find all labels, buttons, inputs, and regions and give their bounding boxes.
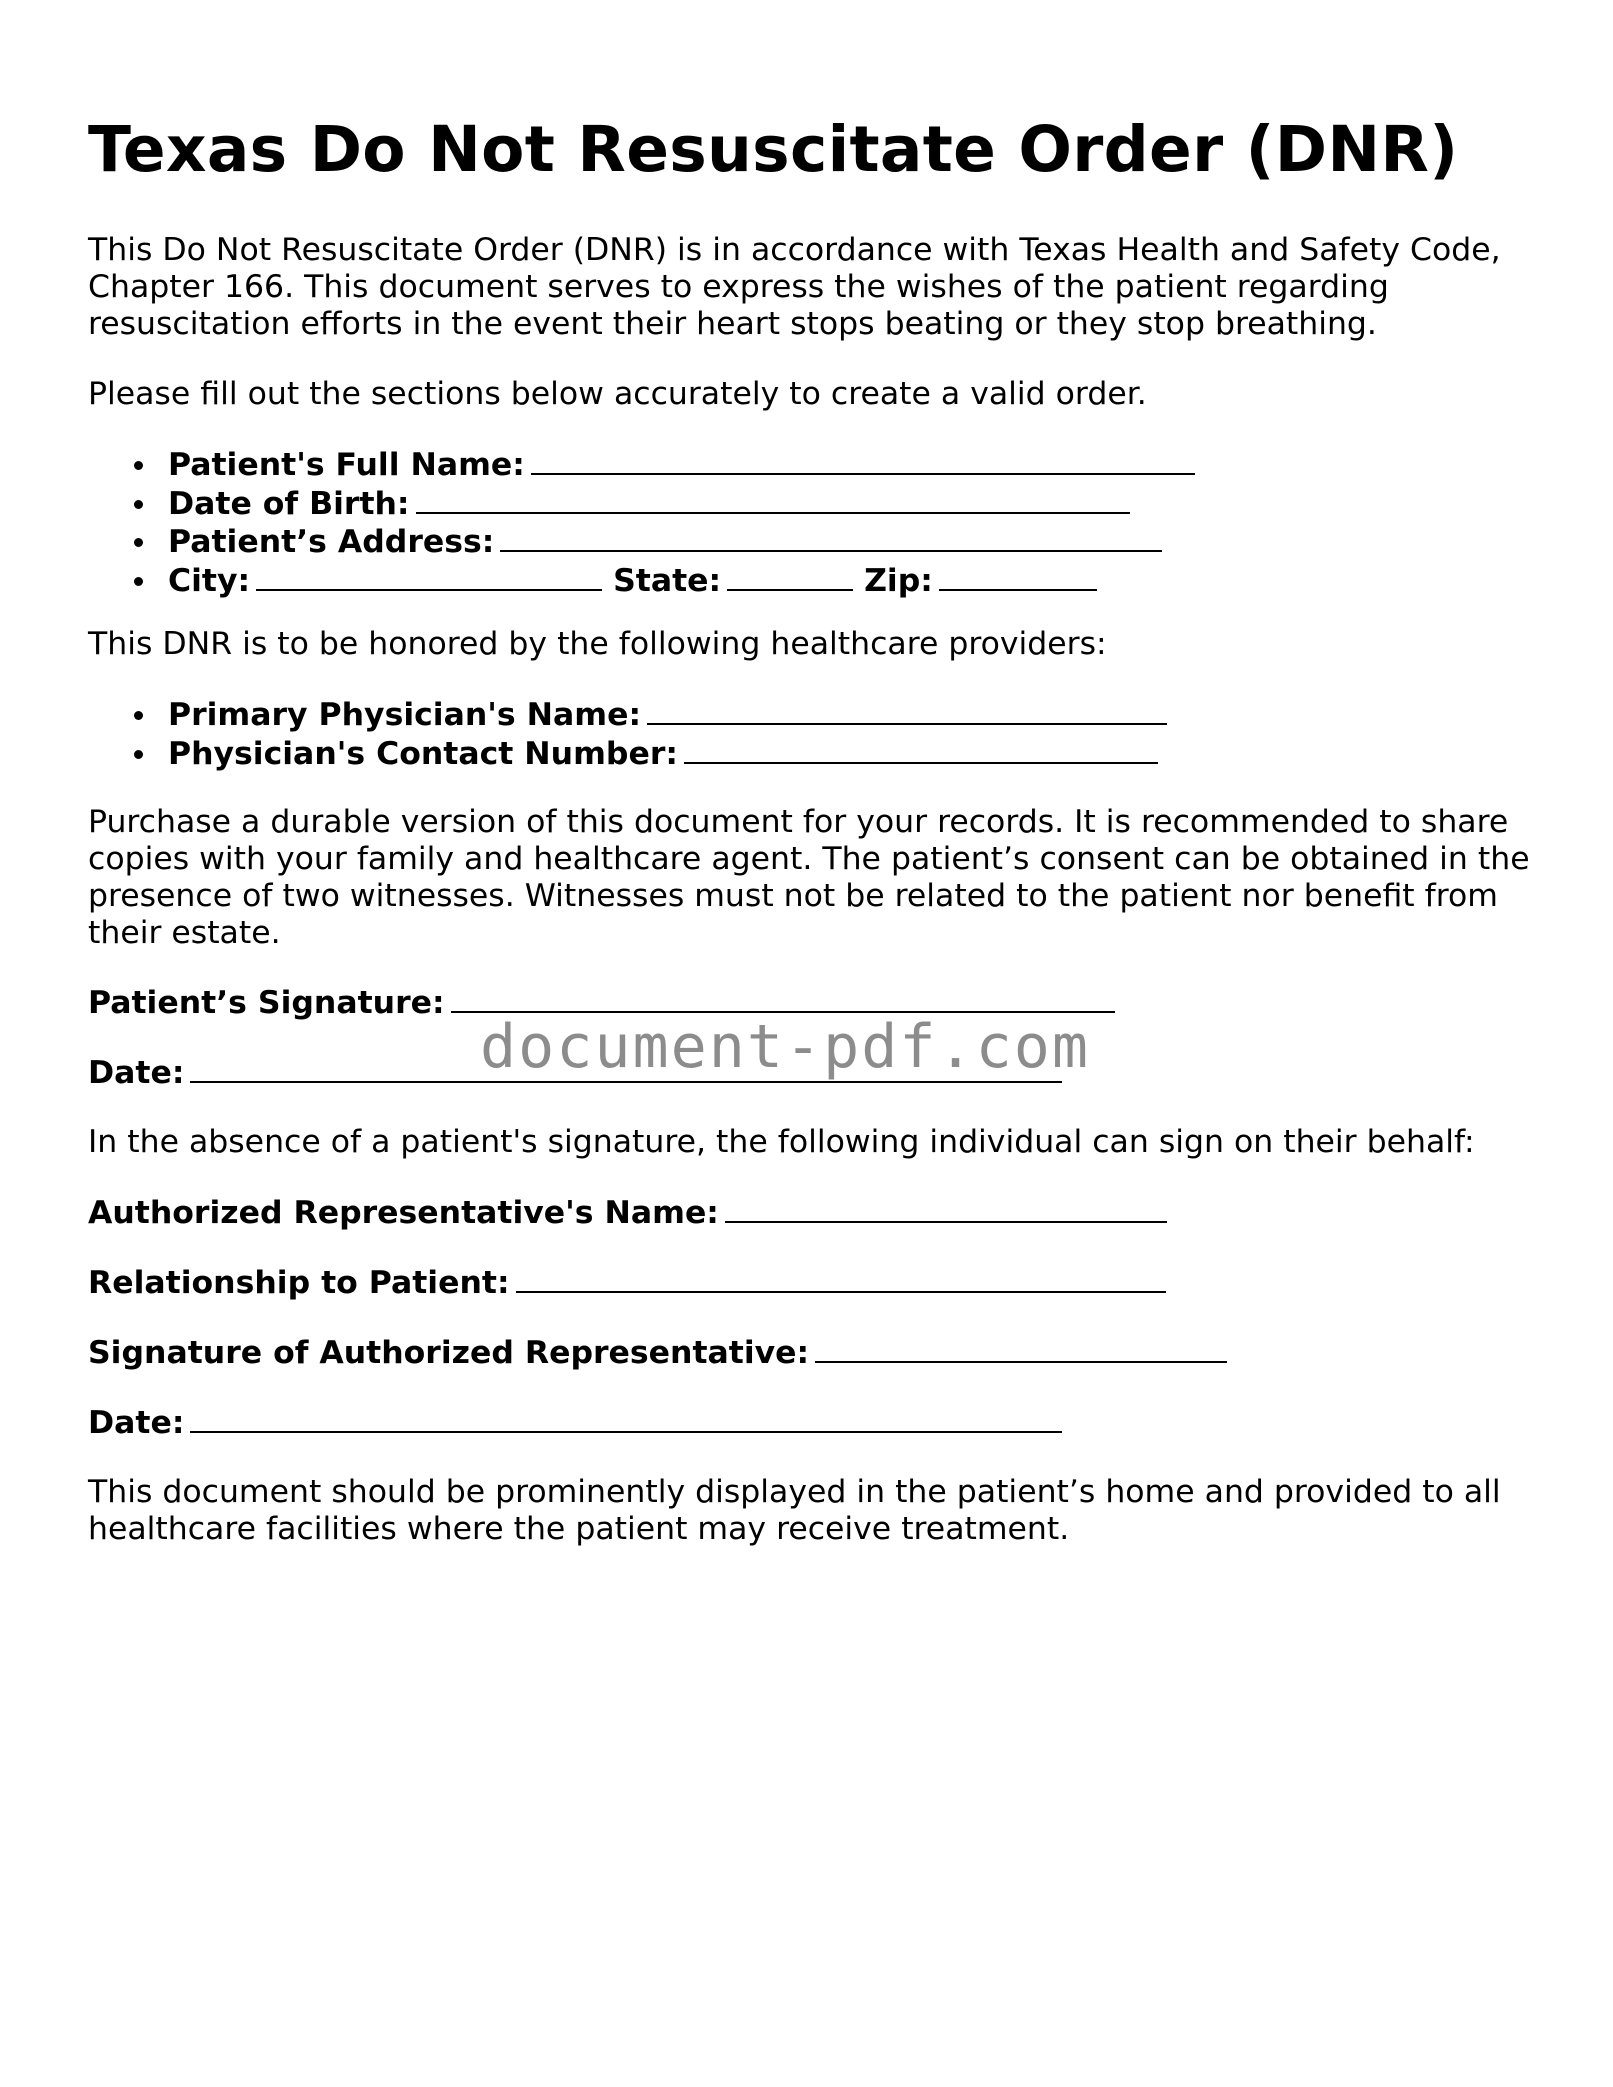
representative-date-field[interactable] <box>190 1404 1062 1433</box>
list-item-address <box>88 523 1195 562</box>
instruction-paragraph: Please fill out the sections below accurately to create a valid order. <box>88 376 1147 412</box>
page-title: Texas Do Not Resuscitate Order (DNR) <box>88 113 1459 186</box>
list-item-dob <box>88 485 1195 524</box>
list-item-full-name <box>88 446 1195 485</box>
providers-intro-paragraph: This DNR is to be honored by the following healthcare providers: <box>88 626 1107 662</box>
relationship-row <box>88 1264 1166 1302</box>
address-label: Patient’s Address: <box>168 524 495 560</box>
patient-info-list <box>88 446 1195 600</box>
representative-date-row <box>88 1404 1062 1442</box>
patient-signature-label: Patient’s Signature: <box>88 985 445 1021</box>
representative-name-row <box>88 1194 1167 1232</box>
list-item-physician-contact <box>88 735 1167 774</box>
physician-name-field[interactable] <box>647 696 1167 725</box>
zip-field[interactable] <box>939 562 1097 591</box>
city-field[interactable] <box>256 562 602 591</box>
representative-date-label: Date: <box>88 1405 185 1441</box>
relationship-label: Relationship to Patient: <box>88 1265 510 1301</box>
patient-date-label: Date: <box>88 1055 185 1091</box>
dob-field[interactable] <box>416 485 1130 514</box>
list-item-city-state-zip <box>88 562 1195 601</box>
dob-label: Date of Birth: <box>168 485 410 522</box>
intro-paragraph: This Do Not Resuscitate Order (DNR) is in accordance with Texas Health and Safety Code, Chapter 166. This document serves to express the wishes of the patient regarding resuscitation efforts in the event their heart stops beating or they stop breathing. <box>88 232 1501 342</box>
representative-signature-row <box>88 1334 1227 1372</box>
full-name-label: Patient's Full Name: <box>168 447 525 483</box>
zip-label: Zip: <box>864 562 933 599</box>
representative-name-field[interactable] <box>725 1194 1167 1223</box>
representative-signature-label: Signature of Authorized Representative: <box>88 1335 810 1371</box>
closing-paragraph: This document should be prominently displayed in the patient’s home and provided to all healthcare facilities where the patient may receive treatment. <box>88 1474 1501 1547</box>
address-field[interactable] <box>500 523 1162 552</box>
patient-signature-field[interactable] <box>451 984 1115 1013</box>
physician-name-label: Primary Physician's Name: <box>168 697 642 733</box>
relationship-field[interactable] <box>516 1264 1166 1293</box>
purchase-note-paragraph: Purchase a durable version of this document for your records. It is recommended to share copies with your family and healthcare agent. The patient’s consent can be obtained in the presence of two witnesses. Witnesses must not be related to the patient nor benefit from their estate. <box>88 804 1530 951</box>
state-label: State: <box>613 562 722 599</box>
absence-note-paragraph: In the absence of a patient's signature, the following individual can sign on their behalf: <box>88 1124 1475 1160</box>
physician-contact-field[interactable] <box>684 735 1158 764</box>
full-name-field[interactable] <box>531 446 1195 475</box>
list-item-physician-name <box>88 696 1167 735</box>
representative-signature-field[interactable] <box>815 1334 1227 1363</box>
city-label: City: <box>168 562 251 599</box>
physician-contact-label: Physician's Contact Number: <box>168 735 678 772</box>
provider-info-list <box>88 696 1167 773</box>
state-field[interactable] <box>727 562 853 591</box>
representative-name-label: Authorized Representative's Name: <box>88 1195 719 1231</box>
watermark: document-pdf.com <box>480 1012 1090 1082</box>
